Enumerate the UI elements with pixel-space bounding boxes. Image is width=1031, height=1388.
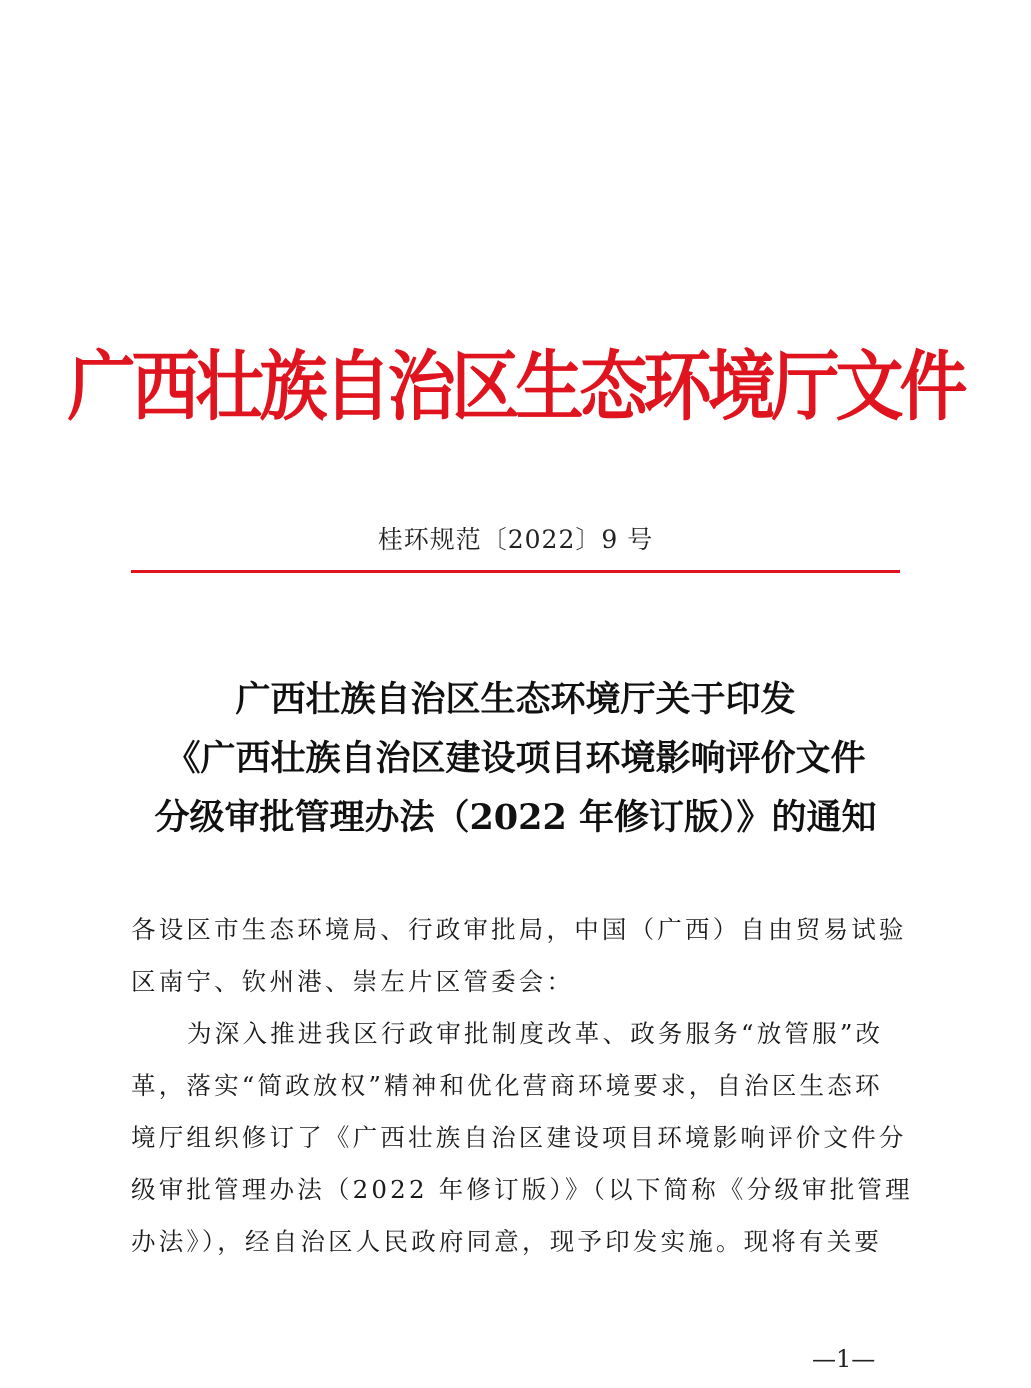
body-line-addressee-2: 区南宁、钦州港、崇左片区管委会：: [131, 967, 575, 996]
notice-title: [100, 670, 931, 847]
notice-title-line-3: 分级审批管理办法（2022 年修订版）》的通知: [154, 797, 877, 838]
page-number: —1—: [812, 1345, 876, 1373]
red-divider-line: [131, 570, 900, 573]
body-line-paragraph-1: 为深入推进我区行政审批制度改革、政务服务“放管服”改: [187, 1019, 884, 1048]
notice-title-line-1: 广西壮族自治区生态环境厅关于印发: [235, 679, 796, 720]
body-line-paragraph-2: 革，落实“简政放权”精神和优化营商环境要求，自治区生态环: [131, 1071, 883, 1100]
document-number: 桂环规范〔2022〕9 号: [377, 525, 654, 554]
body-line-paragraph-4: 级审批管理办法（2022 年修订版）》（以下简称《分级审批管理: [131, 1175, 913, 1204]
notice-title-line-2: 《广西壮族自治区建设项目环境影响评价文件: [165, 738, 866, 779]
body-line-paragraph-5: 办法》），经自治区人民政府同意，现予印发实施。现将有关要: [131, 1227, 883, 1256]
document-header-title: 广西壮族自治区生态环境厅文件: [67, 343, 964, 433]
body-line-paragraph-3: 境厅组织修订了《广西壮族自治区建设项目环境影响评价文件分: [131, 1123, 907, 1152]
body-text: [131, 904, 911, 1268]
body-line-addressee-1: 各设区市生态环境局、行政审批局，中国（广西）自由贸易试验: [131, 915, 907, 944]
